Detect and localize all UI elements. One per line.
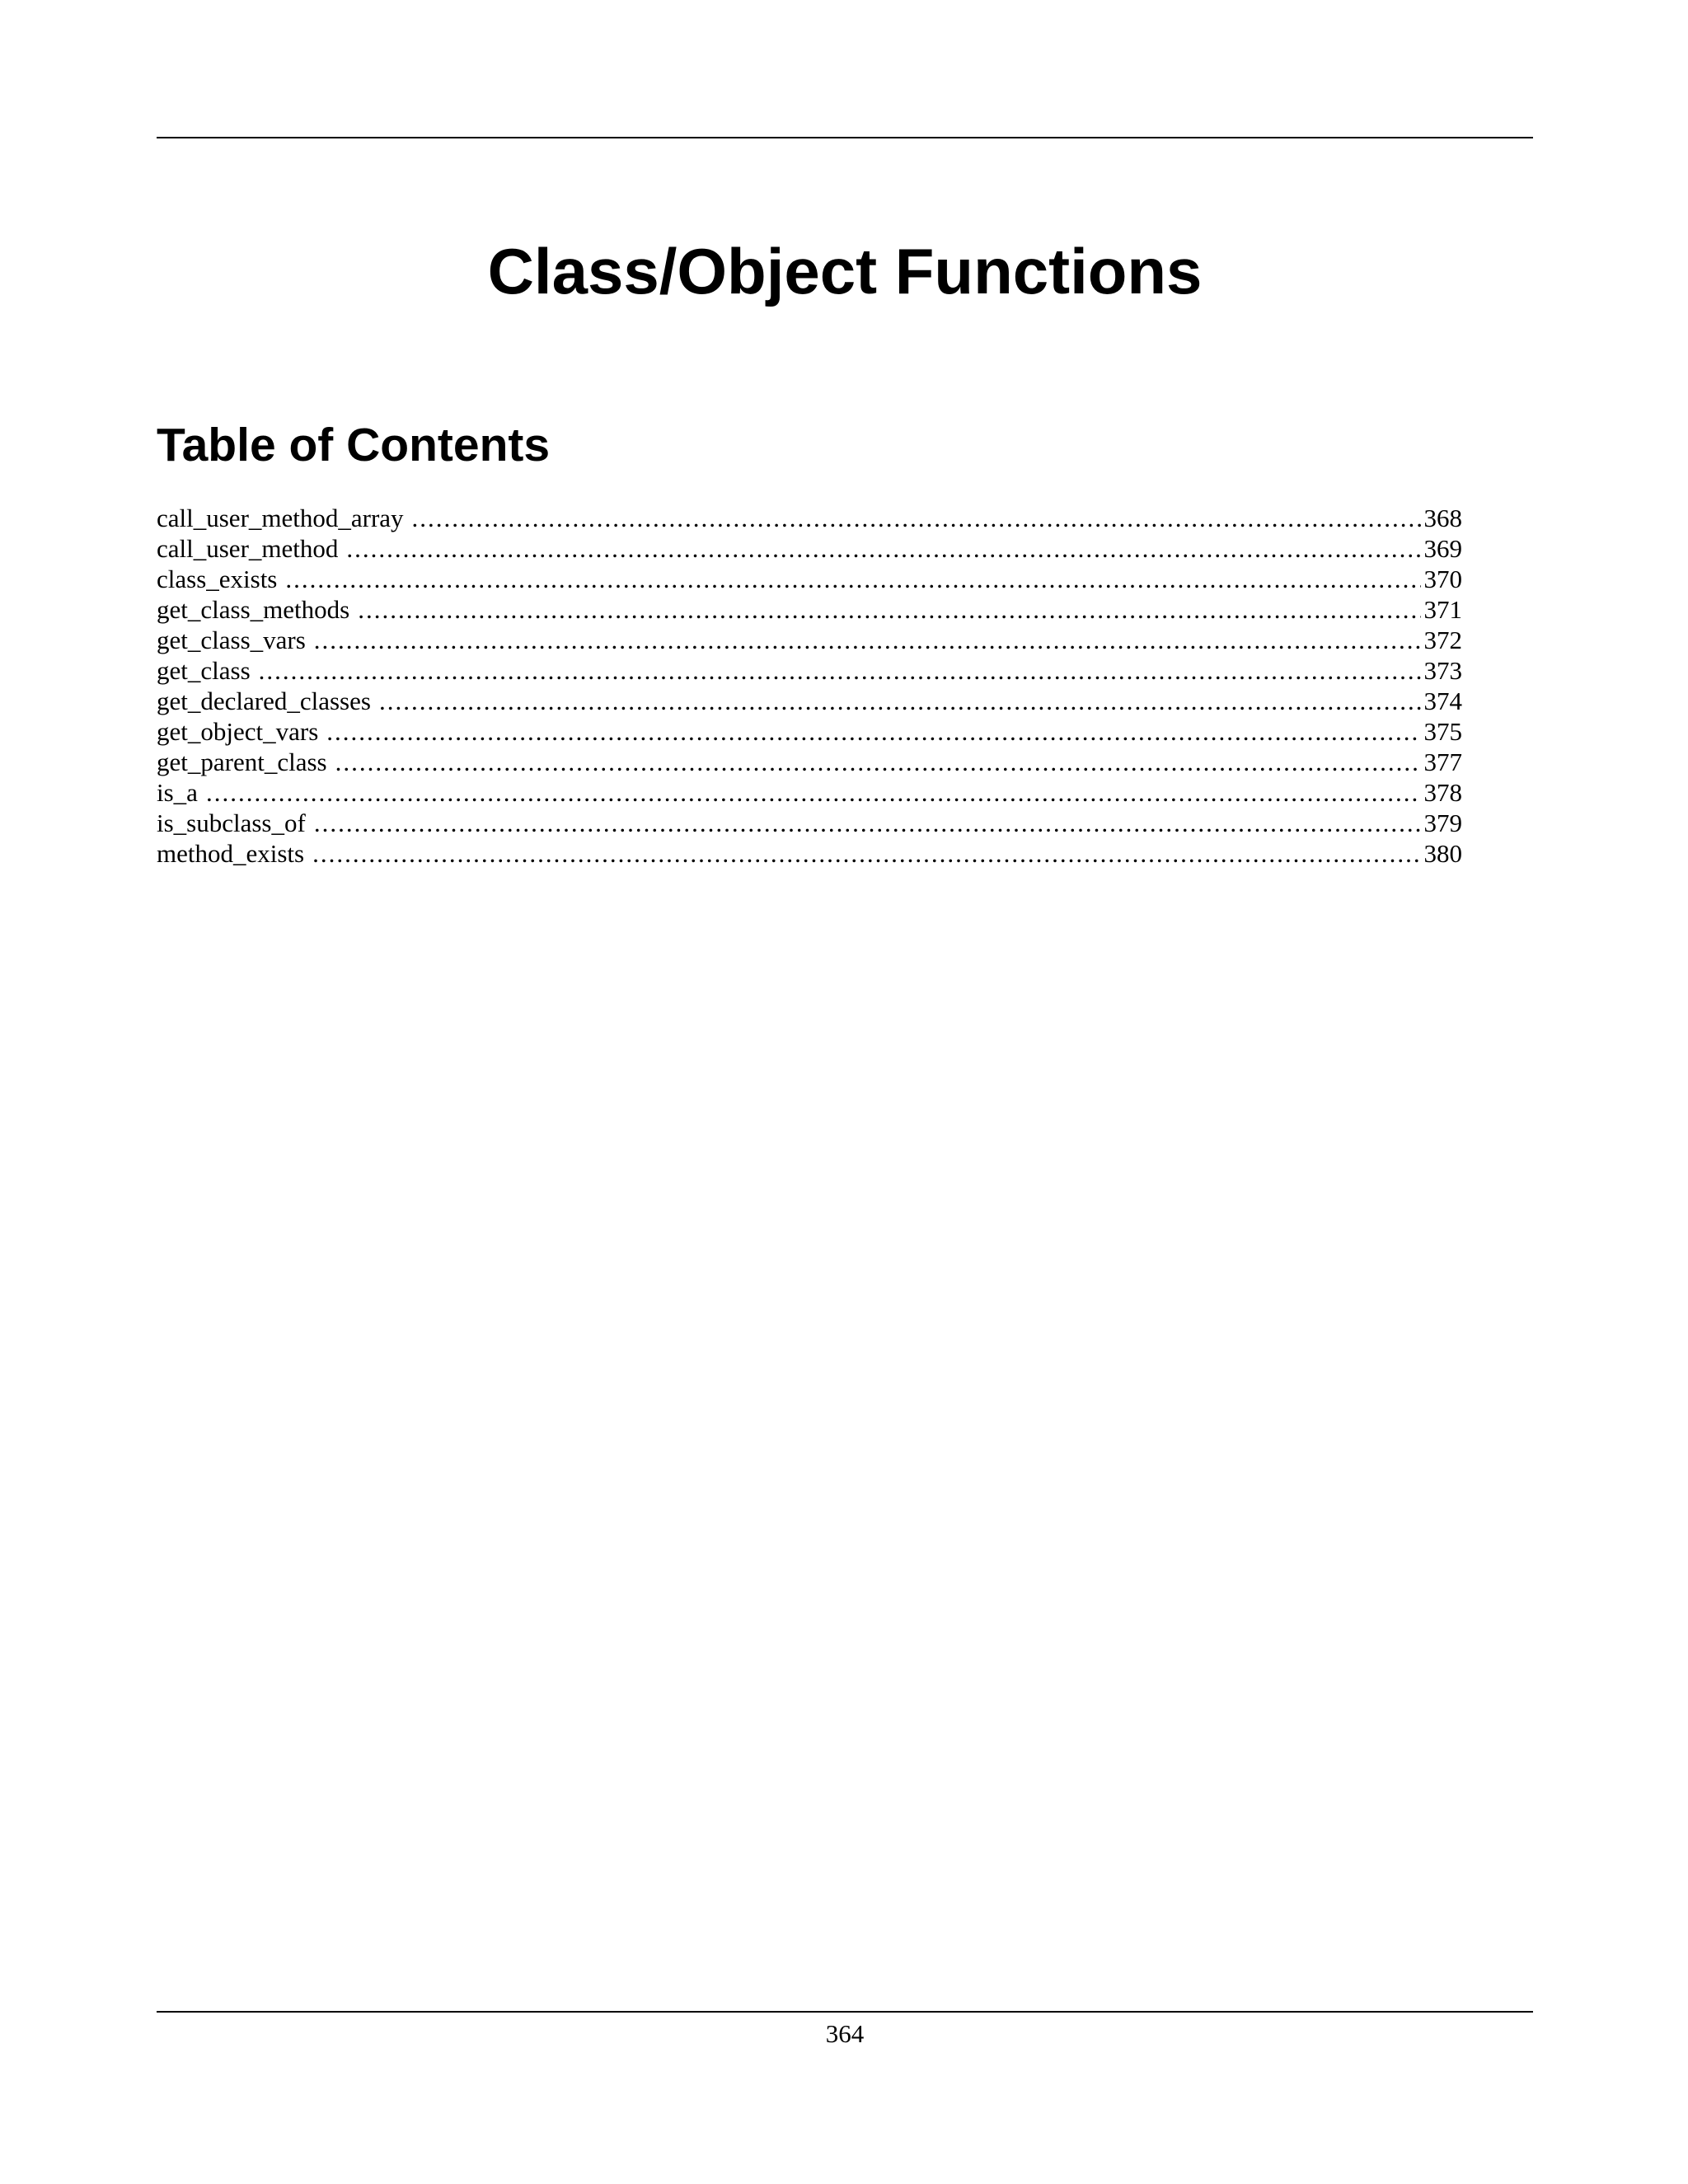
toc-entry-label: method_exists bbox=[157, 839, 305, 868]
toc-entry-label: get_declared_classes bbox=[157, 687, 371, 715]
toc-dot-leader bbox=[358, 594, 1420, 625]
chapter-title: Class/Object Functions bbox=[487, 235, 1203, 307]
toc-entry-label: call_user_method bbox=[157, 534, 339, 563]
toc-entry[interactable] bbox=[157, 808, 1462, 838]
toc-entry-page: 375 bbox=[1423, 717, 1462, 746]
toc-dot-leader bbox=[335, 747, 1421, 777]
toc-dot-leader bbox=[314, 625, 1421, 655]
toc-dot-leader bbox=[312, 838, 1420, 869]
toc-entry-page: 368 bbox=[1423, 504, 1462, 532]
toc-entry[interactable] bbox=[157, 655, 1462, 686]
toc-entry-label: get_parent_class bbox=[157, 748, 327, 776]
toc-dot-leader bbox=[379, 686, 1421, 716]
toc-entry[interactable] bbox=[157, 503, 1462, 533]
toc-dot-leader bbox=[206, 777, 1421, 808]
toc-dot-leader bbox=[412, 503, 1421, 533]
toc-entry-page: 380 bbox=[1423, 839, 1462, 868]
toc-entry[interactable] bbox=[157, 777, 1462, 808]
toc-dot-leader bbox=[259, 655, 1421, 686]
toc-entry[interactable] bbox=[157, 747, 1462, 777]
toc-heading: Table of Contents bbox=[157, 419, 551, 471]
toc-entry-label: call_user_method_array bbox=[157, 504, 404, 532]
toc-entry[interactable] bbox=[157, 838, 1462, 869]
page-number: 364 bbox=[825, 2019, 865, 2048]
toc-dot-leader bbox=[346, 533, 1420, 564]
toc-entry-page: 373 bbox=[1423, 656, 1462, 685]
toc-entry[interactable] bbox=[157, 533, 1462, 564]
toc-entry[interactable] bbox=[157, 564, 1462, 594]
toc-entry-label: get_class_methods bbox=[157, 595, 350, 624]
toc-entry-label: is_a bbox=[157, 778, 198, 807]
toc-entry-page: 372 bbox=[1423, 626, 1462, 654]
toc-entry-page: 369 bbox=[1423, 534, 1462, 563]
toc-entry-label: get_class bbox=[157, 656, 251, 685]
toc-entry[interactable] bbox=[157, 716, 1462, 747]
toc-dot-leader bbox=[285, 564, 1420, 594]
toc-entry-label: get_object_vars bbox=[157, 717, 319, 746]
toc-entry-label: class_exists bbox=[157, 565, 278, 593]
toc-entry[interactable] bbox=[157, 594, 1462, 625]
toc-entry-label: is_subclass_of bbox=[157, 808, 306, 837]
toc-entry-page: 370 bbox=[1423, 565, 1462, 593]
table-of-contents bbox=[157, 503, 1462, 869]
toc-entry-page: 379 bbox=[1423, 808, 1462, 837]
toc-dot-leader bbox=[314, 808, 1421, 838]
header-rule bbox=[157, 137, 1533, 138]
toc-entry-label: get_class_vars bbox=[157, 626, 306, 654]
toc-entry-page: 377 bbox=[1423, 748, 1462, 776]
toc-entry-page: 371 bbox=[1423, 595, 1462, 624]
toc-entry[interactable] bbox=[157, 686, 1462, 716]
toc-entry-page: 374 bbox=[1423, 687, 1462, 715]
toc-entry-page: 378 bbox=[1423, 778, 1462, 807]
toc-entry[interactable] bbox=[157, 625, 1462, 655]
footer-rule bbox=[157, 2011, 1533, 2013]
toc-dot-leader bbox=[326, 716, 1420, 747]
